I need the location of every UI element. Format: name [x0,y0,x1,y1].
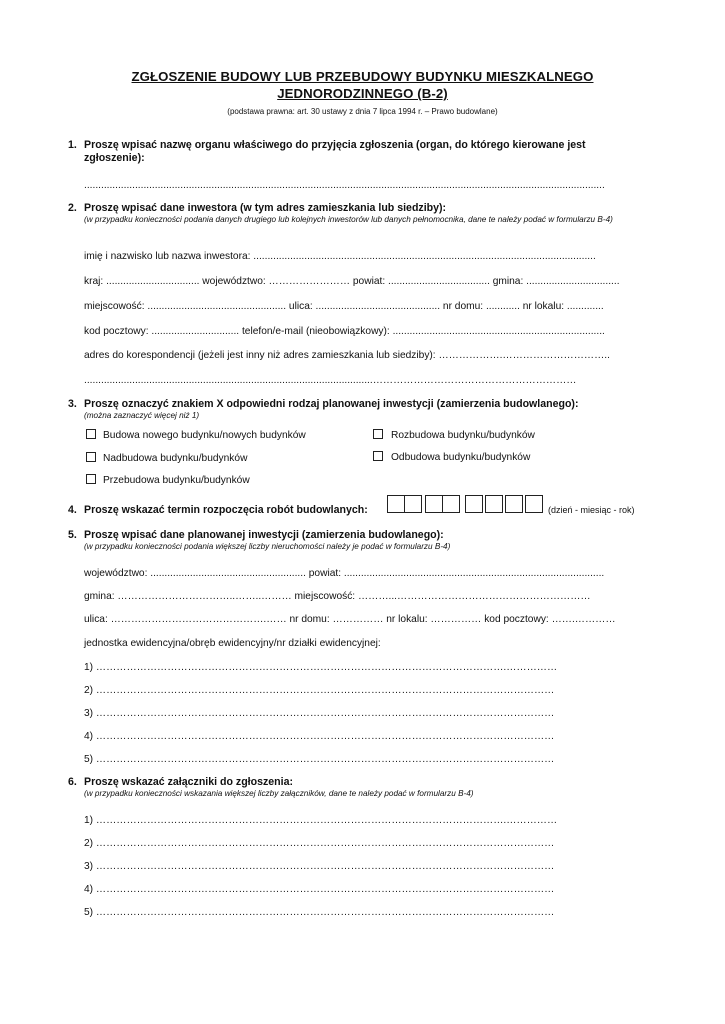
section-2-number: 2. [68,202,77,214]
label-rebuild: Odbudowa budynku/budynków [391,452,531,463]
plot-field-5[interactable]: 5) ……………………………………………………………………………………………………………………… [84,754,555,765]
investment-region-fields[interactable]: województwo: ....................................................... powiat: ............................................................................................ [84,568,605,579]
authority-name-field[interactable]: ........................................................................................................................................................................................ [84,180,605,191]
section-5-number: 5. [68,529,77,541]
section-4-heading: Proszę wskazać termin rozpoczęcia robót budowlanych: [84,504,368,516]
investor-street-fields[interactable]: miejscowość: ................................................. ulica: ............................................ nr domu: ............ nr lokalu: ............. [84,301,604,312]
plot-field-4[interactable]: 4) ……………………………………………………………………………………………………………………… [84,731,555,742]
checkbox-add-storey[interactable] [86,452,96,462]
section-3-number: 3. [68,398,77,410]
label-new-building: Budowa nowego budynku/nowych budynków [103,430,306,441]
section-3-heading: Proszę oznaczyć znakiem X odpowiedni rodzaj planowanej inwestycji (zamierzenia budowlanego): [84,398,579,410]
section-6-heading: Proszę wskazać załączniki do zgłoszenia: [84,776,294,788]
checkbox-extension[interactable] [373,429,383,439]
date-year-digit-2[interactable] [485,495,503,513]
plot-field-3[interactable]: 3) ……………………………………………………………………………………………………………………… [84,708,555,719]
plot-identification-label: jednostka ewidencyjna/obręb ewidencyjny/nr działki ewidencyjnej: [84,638,381,649]
attachment-field-5[interactable]: 5) ……………………………………………………………………………………………………………………… [84,907,555,918]
date-year-digit-4[interactable] [525,495,543,513]
investor-name-field[interactable]: imię i nazwisko lub nazwa inwestora: ......................................................................................................................... [84,251,596,262]
date-format-hint: (dzień - miesiąc - rok) [548,505,635,515]
section-3-note: (można zaznaczyć więcej niż 1) [84,411,200,420]
investor-contact-fields[interactable]: kod pocztowy: ............................... telefon/e-mail (nieobowiązkowy): ........................................................................... [84,326,605,337]
investment-municipality-fields[interactable]: gmina: ……………………………..……..……… miejscowość: ………...………………………………………………… [84,591,591,602]
date-month-digit-1[interactable] [425,495,443,513]
attachment-field-2[interactable]: 2) ……………………………………………………………………………………………………………………… [84,838,555,849]
form-title-line-1: ZGŁOSZENIE BUDOWY LUB PRZEBUDOWY BUDYNKU MIESZKALNEGO [131,69,594,84]
correspondence-address-field[interactable]: adres do korespondencji (jeżeli jest inny niż adres zamieszkania lub siedziby): ……………….………………………….. [84,350,610,361]
date-day-digit-1[interactable] [387,495,405,513]
section-6-note: (w przypadku konieczności wskazania większej liczby załączników, dane te należy podać w formularzu B-4) [84,789,474,798]
section-4-number: 4. [68,504,77,516]
date-month-digit-2[interactable] [442,495,460,513]
investor-region-fields[interactable]: kraj: ................................. województwo: …………………… powiat: .................................... gmina: ................................. [84,276,620,287]
section-5-heading: Proszę wpisać dane planowanej inwestycji (zamierzenia budowlanego): [84,529,444,541]
checkbox-reconstruction[interactable] [86,474,96,484]
form-title-line-2: JEDNORODZINNEGO (B-2) [277,86,448,101]
date-day-digit-2[interactable] [404,495,422,513]
date-year-digit-1[interactable] [465,495,483,513]
label-extension: Rozbudowa budynku/budynków [391,430,535,441]
attachment-field-3[interactable]: 3) ……………………………………………………………………………………………………………………… [84,861,555,872]
attachment-field-1[interactable]: 1) ………………………………………………………………………………………………………….…………… [84,815,558,826]
correspondence-address-continued[interactable]: ......................................................................................................…………………………………………………… [84,375,577,386]
date-year-digit-3[interactable] [505,495,523,513]
attachment-field-4[interactable]: 4) ……………………………………………………………………………………………………………………… [84,884,555,895]
section-6-number: 6. [68,776,77,788]
label-reconstruction: Przebudowa budynku/budynków [103,475,250,486]
checkbox-rebuild[interactable] [373,451,383,461]
legal-basis: (podstawa prawna: art. 30 ustawy z dnia 7 lipca 1994 r. – Prawo budowlane) [227,107,498,116]
plot-field-1[interactable]: 1) ………………………………………………………………………………………………………….…………… [84,662,558,673]
checkbox-new-building[interactable] [86,429,96,439]
section-1-heading: Proszę wpisać nazwę organu właściwego do przyjęcia zgłoszenia (organ, do którego kierowane jest zgłoszenie): [84,139,586,164]
label-add-storey: Nadbudowa budynku/budynków [103,453,248,464]
plot-field-2[interactable]: 2) ……………………………………………………………………………………………………………………… [84,685,555,696]
section-5-note: (w przypadku konieczności podania większej liczby nieruchomości należy je podać w formularzu B-4) [84,542,451,551]
investment-street-fields[interactable]: ulica: ……………………………………….…… nr domu: …………… nr lokalu: …………… kod pocztowy: …….………… [84,614,616,625]
section-2-note: (w przypadku konieczności podania danych drugiego lub kolejnych inwestorów lub danych pełnomocnika, dane te należy podać w formularzu B-4) [84,215,613,224]
section-1-number: 1. [68,139,77,151]
section-2-heading: Proszę wpisać dane inwestora (w tym adres zamieszkania lub siedziby): [84,202,447,214]
